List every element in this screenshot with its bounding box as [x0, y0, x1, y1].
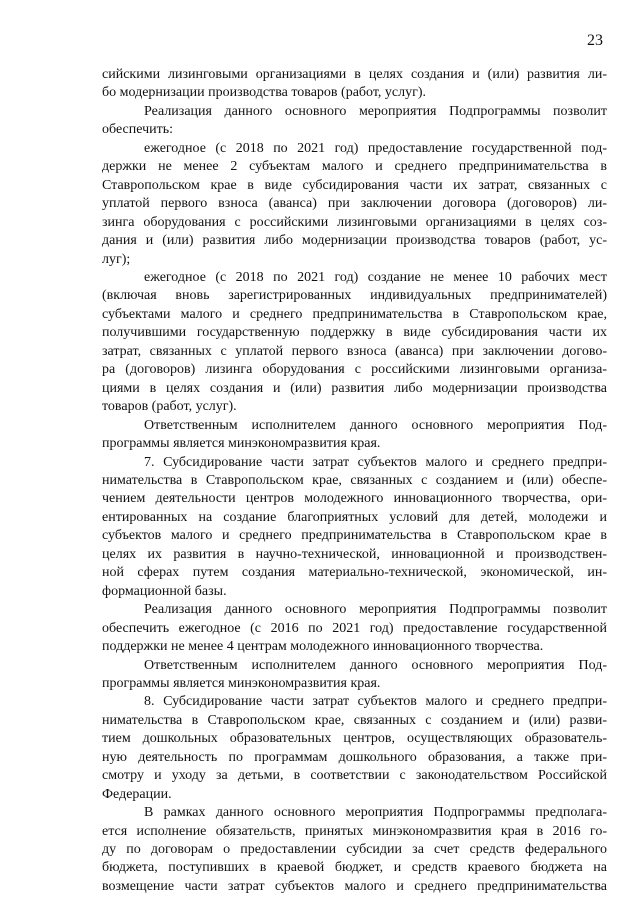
text-line: ежегодное (с 2018 по 2021 год) создание не менее 10 рабочих мест: [144, 269, 607, 285]
text-line: сийскими лизинговыми организациями в целях создания и (или) развития ли-: [102, 67, 607, 82]
text-line: нимательства в Ставропольском крае, связанных с созданием и (или) обеспе-: [102, 472, 607, 488]
text-line: 7. Субсидирование части затрат субъектов малого и среднего предпри-: [144, 454, 607, 470]
paragraph: [102, 693, 607, 804]
paragraph: [102, 66, 607, 103]
text-line: обеспечить:: [102, 122, 173, 138]
paragraph: [102, 269, 607, 417]
text-line: ется исполнение обязательств, принятых минэкономразвития края в 2016 го-: [102, 823, 607, 839]
paragraph: [102, 804, 607, 896]
text-line: программы является минэкономразвития края.: [102, 436, 381, 452]
text-line: товаров (работ, услуг).: [102, 399, 237, 415]
paragraph: [102, 657, 607, 694]
text-line: нимательства в Ставропольском крае, связанных с созданием и (или) разви-: [102, 712, 607, 728]
paragraph: [102, 103, 607, 140]
paragraph: [102, 601, 607, 656]
text-line: целях их развития в научно-технической, инновационной и производствен-: [102, 546, 607, 562]
text-line: чением деятельности центров молодежного инновационного творчества, ори-: [102, 491, 607, 507]
text-line: ную деятельность по программам дошкольного образования, а также при-: [102, 749, 607, 765]
text-line: ежегодное (с 2018 по 2021 год) предоставление государственной под-: [144, 140, 607, 156]
text-line: циями в целях создания и (или) развития либо модернизации производства: [102, 380, 607, 396]
paragraph: [102, 454, 607, 602]
text-line: Федерации.: [102, 786, 172, 802]
text-line: уплатой первого взноса (аванса) при заключении договора (договоров) ли-: [102, 196, 607, 212]
text-line: Ставропольском крае в виде субсидирования части их затрат, связанных с: [102, 177, 607, 193]
paragraph: [102, 417, 607, 454]
text-line: смотру и уходу за детьми, в соответствии с законодательством Российской: [102, 768, 607, 784]
text-line: субъектов малого и среднего предпринимательства в Ставропольском крае в: [102, 528, 607, 544]
text-line: обеспечить ежегодное (с 2016 по 2021 год) предоставление государственной: [102, 620, 607, 636]
text-line: затрат, связанных с уплатой первого взноса (аванса) при заключении догово-: [102, 343, 607, 359]
text-line: Ответственным исполнителем данного основного мероприятия Под-: [144, 417, 607, 433]
paragraph: [102, 140, 607, 269]
text-line: Реализация данного основного мероприятия Подпрограммы позволит: [144, 602, 607, 618]
text-line: ной сферах путем создания материально-технической, экономической, ин-: [102, 565, 607, 581]
text-line: формационной базы.: [102, 583, 227, 599]
text-line: программы является минэкономразвития края.: [102, 675, 381, 691]
text-line: получившими государственную поддержку в виде субсидирования части их: [102, 325, 607, 341]
text-line: субъектами малого и среднего предпринимательства в Ставропольском крае,: [102, 306, 607, 322]
text-line: 8. Субсидирование части затрат субъектов малого и среднего предпри-: [144, 694, 607, 710]
text-line: ентированных на создание благоприятных условий для детей, молодежи и: [102, 509, 607, 525]
text-line: зинга оборудования с российскими лизинговыми организациями в целях соз-: [102, 214, 607, 230]
text-line: В рамках данного основного мероприятия Подпрограммы предполага-: [144, 805, 607, 821]
document-body: [102, 66, 607, 896]
text-line: возмещение части затрат субъектов малого и среднего предпринимательства: [102, 878, 607, 894]
text-line: поддержки не менее 4 центрам молодежного инновационного творчества.: [102, 639, 544, 655]
page-number: 23: [587, 32, 603, 49]
text-line: тием дошкольных образовательных центров, осуществляющих образователь-: [102, 731, 607, 747]
text-line: Ответственным исполнителем данного основного мероприятия Под-: [144, 657, 607, 673]
text-line: держки не менее 2 субъектам малого и среднего предпринимательства в: [102, 159, 607, 175]
text-line: ду по договорам о предоставлении субсидии за счет средств федерального: [102, 842, 607, 858]
text-line: дания и (или) развития либо модернизации производства товаров (работ, ус-: [102, 233, 607, 249]
text-line: Реализация данного основного мероприятия Подпрограммы позволит: [144, 103, 607, 119]
text-line: ра (договоров) лизинга оборудования с российскими лизинговыми организа-: [102, 362, 607, 378]
text-line: (включая вновь зарегистрированных индивидуальных предпринимателей): [102, 288, 607, 304]
text-line: луг);: [102, 251, 131, 267]
text-line: бюджета, поступивших в краевой бюджет, и средств краевого бюджета на: [102, 860, 607, 876]
text-line: бо модернизации производства товаров (работ, услуг).: [102, 85, 427, 101]
